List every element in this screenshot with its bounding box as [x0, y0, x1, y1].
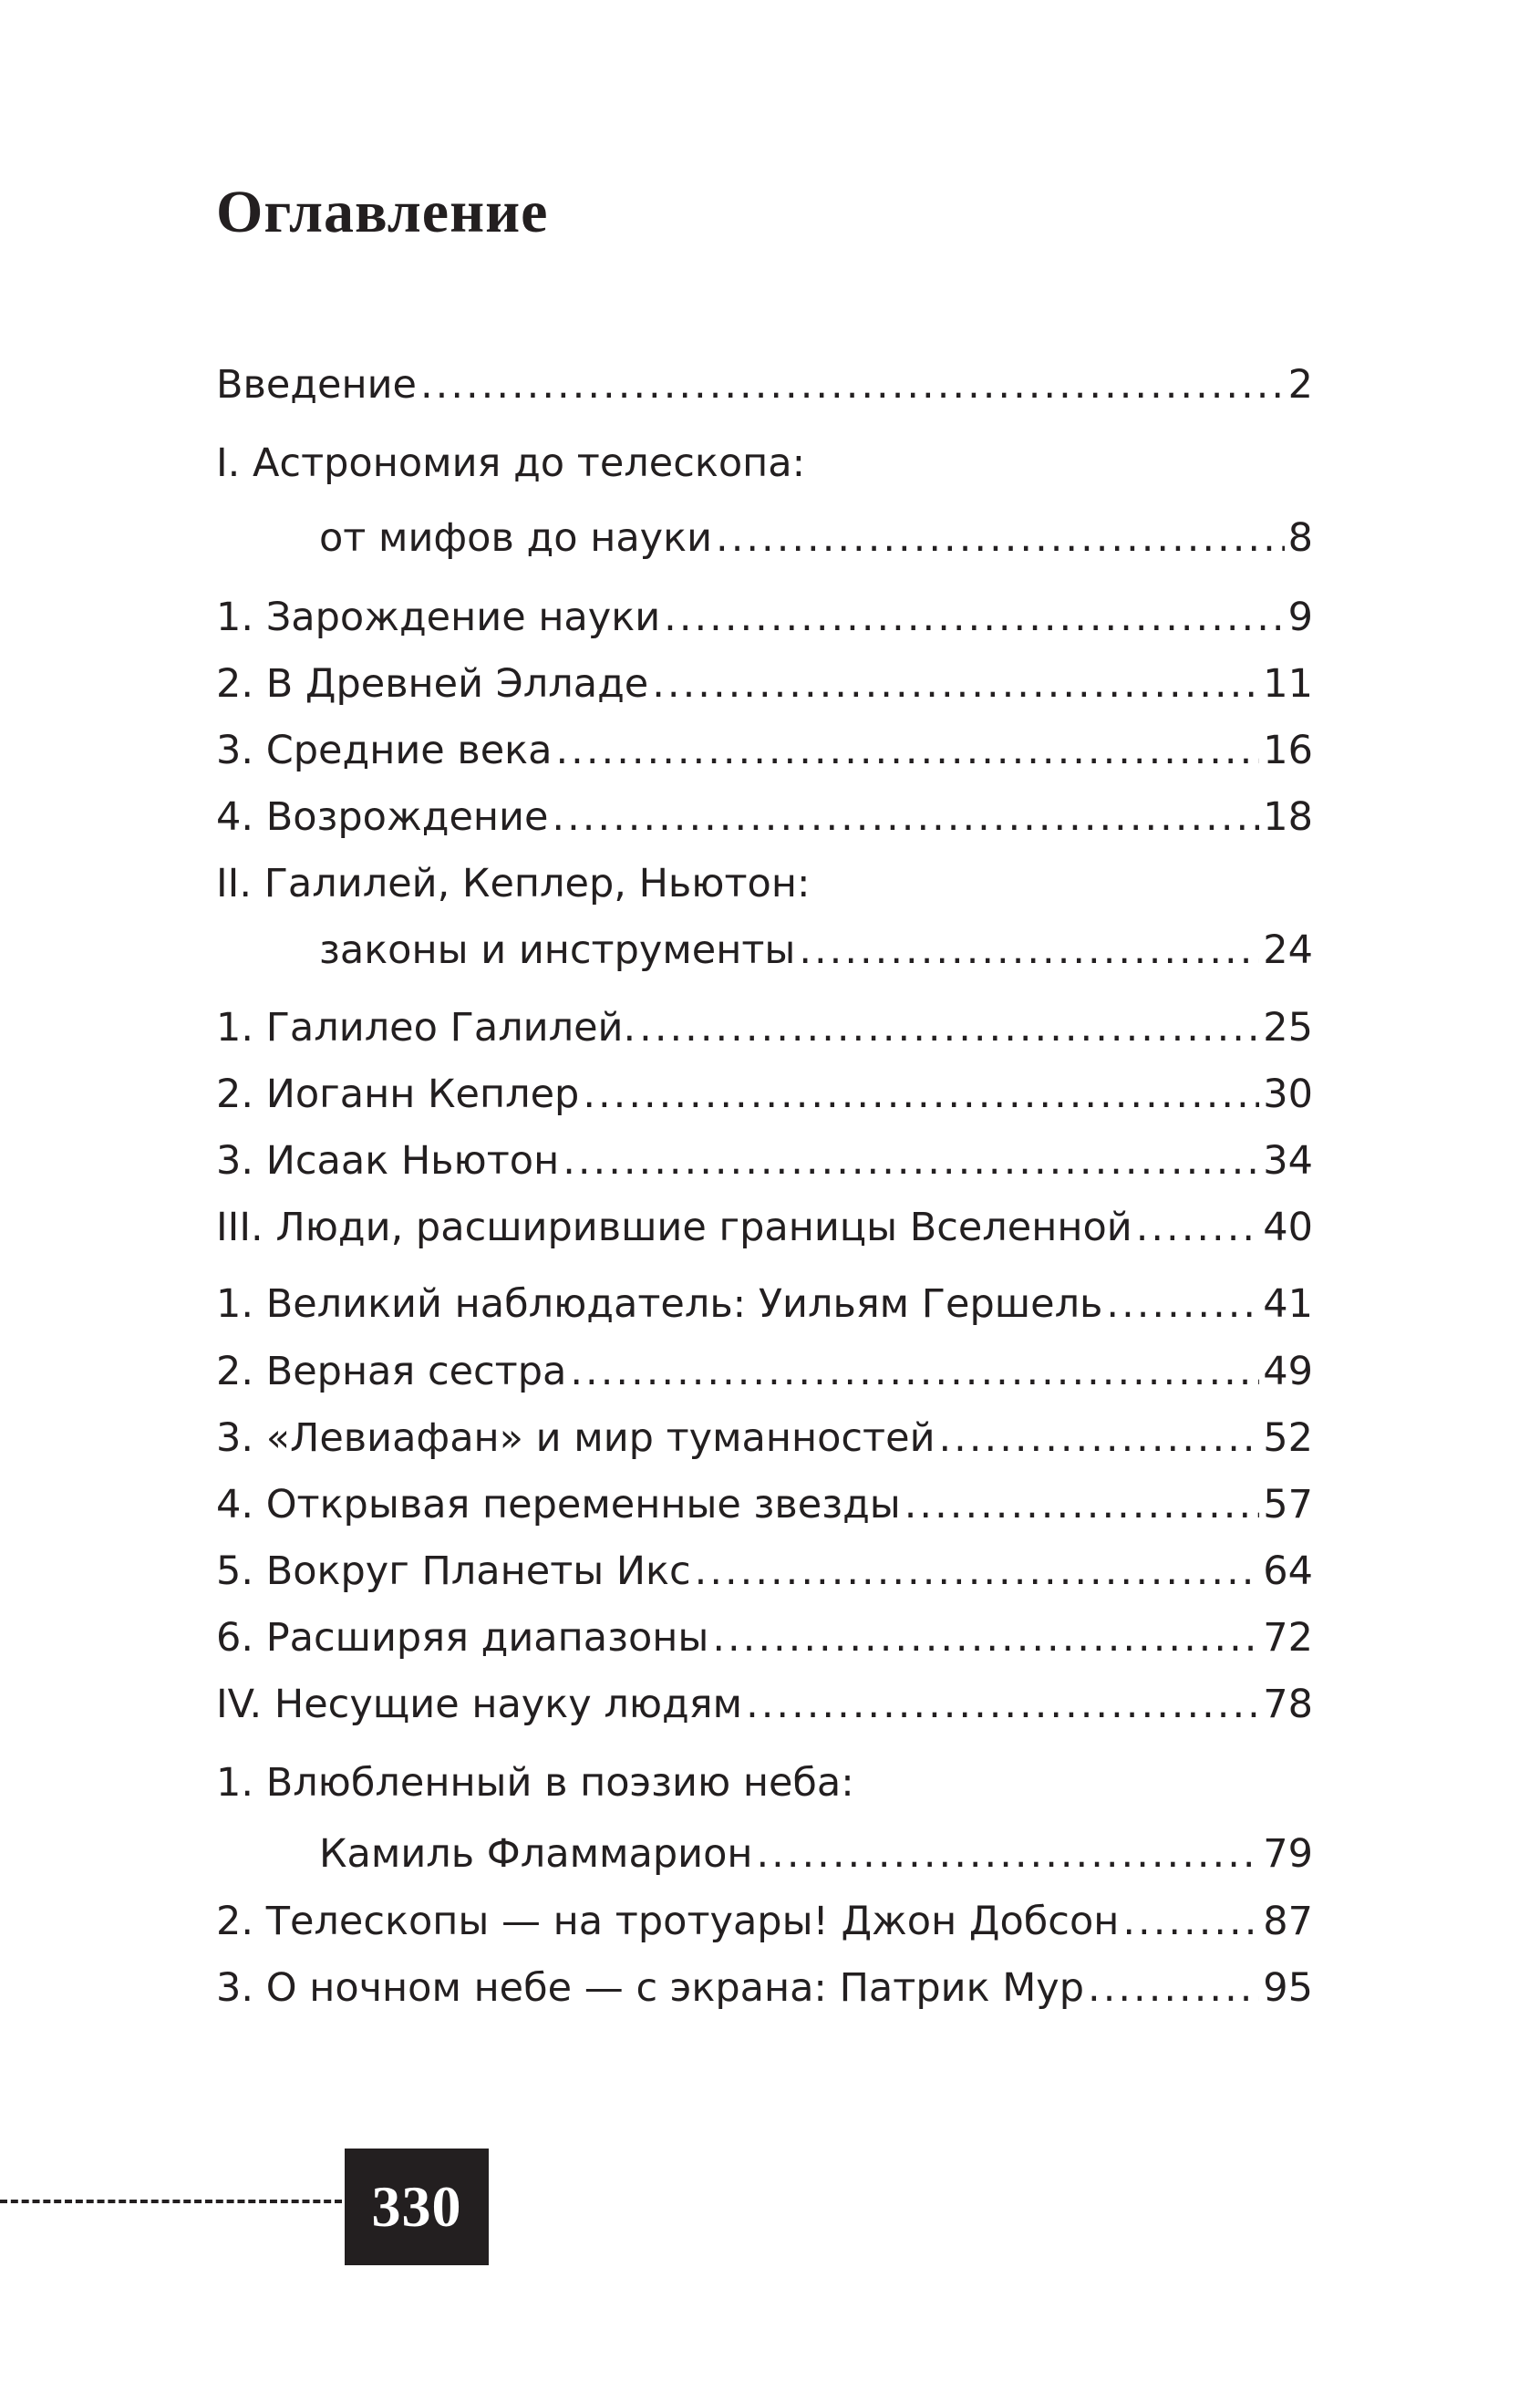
toc-entry-label: Камиль Фламмарион [319, 1831, 753, 1877]
toc-entry-page: 30 [1263, 1072, 1313, 1117]
toc-entry-4-3[interactable] [216, 1961, 1313, 2015]
toc-leader-dots [1106, 1277, 1259, 1331]
toc-entry-label: IV. Несущие науку людям [216, 1682, 743, 1727]
toc-entry-label: 3. Средние века [216, 728, 553, 773]
toc-entry-label: I. Астрономия до телескопа: [216, 440, 806, 486]
toc-entry-label: 1. Великий наблюдатель: Уильям Гершель [216, 1281, 1103, 1327]
toc-entry-page: 87 [1263, 1899, 1313, 1944]
toc-leader-dots [652, 657, 1259, 711]
toc-entry-page: 34 [1263, 1138, 1313, 1184]
toc-entry-label: 2. Иоганн Кеплер [216, 1072, 580, 1117]
toc-entry-page: 72 [1263, 1615, 1313, 1661]
toc-entry-label: 5. Вокруг Планеты Икс [216, 1548, 691, 1594]
toc-entry-page: 40 [1263, 1205, 1313, 1250]
toc-entry-label: от мифов до науки [319, 515, 713, 561]
toc-leader-dots [904, 1477, 1260, 1532]
toc-leader-dots [420, 357, 1285, 412]
toc-entry-page: 18 [1263, 794, 1313, 840]
toc-entry-3-1[interactable] [216, 1277, 1313, 1331]
toc-entry-4-1[interactable] [216, 1827, 1313, 1881]
toc-entry-page: 78 [1263, 1682, 1313, 1727]
toc-leader-dots [1088, 1961, 1259, 2015]
toc-leader-dots [757, 1827, 1260, 1881]
toc-entry-1-3[interactable] [216, 723, 1313, 778]
toc-entry-page: 52 [1263, 1415, 1313, 1461]
toc-leader-dots [716, 511, 1285, 565]
toc-entry-3-2[interactable] [216, 1344, 1313, 1399]
toc-entry-label: 4. Возрождение [216, 794, 549, 840]
toc-entry-label: 3. О ночном небе — с экрана: Патрик Мур [216, 1965, 1085, 2011]
toc-entry-4-2[interactable] [216, 1894, 1313, 1949]
toc-entry-page: 41 [1263, 1281, 1313, 1327]
toc-entry-label: 2. В Древней Элладе [216, 661, 649, 707]
toc-entry-2-3[interactable] [216, 1134, 1313, 1188]
toc-leader-dots [583, 1067, 1259, 1122]
toc-entry-page: 25 [1263, 1005, 1313, 1051]
toc-leader-dots [639, 1000, 1259, 1055]
toc-entry-label: Введение [216, 362, 417, 408]
toc-entry-label: 1. Влюбленный в поэзию неба: [216, 1760, 854, 1806]
toc-entry-label: 2. Верная сестра [216, 1349, 567, 1394]
toc-entry-1-4[interactable] [216, 790, 1313, 844]
toc-leader-dots [939, 1411, 1260, 1465]
toc-entry-label: 2. Телескопы — на тротуары! Джон Добсон [216, 1899, 1120, 1944]
toc-entry-page: 11 [1263, 661, 1313, 707]
toc-entry-page: 95 [1263, 1965, 1313, 2011]
toc-entry-page: 24 [1263, 927, 1313, 973]
toc-entry-label: II. Галилей, Кеплер, Ньютон: [216, 861, 811, 906]
toc-entry-3-5[interactable] [216, 1544, 1313, 1599]
toc-entry-page: 9 [1287, 595, 1313, 640]
toc-leader-dots [1136, 1200, 1260, 1255]
toc-entry-label: 3. «Левиафан» и мир туманностей [216, 1415, 935, 1461]
toc-entry-3-4[interactable] [216, 1477, 1313, 1532]
page-title: Оглавление [216, 179, 549, 245]
toc-part-3[interactable] [216, 1200, 1313, 1255]
toc-leader-dots [563, 1134, 1259, 1188]
toc-entry-page: 49 [1263, 1349, 1313, 1394]
toc-leader-dots [552, 790, 1259, 844]
toc-entry-page: 64 [1263, 1548, 1313, 1594]
toc-entry-page: 8 [1287, 515, 1313, 561]
page-number: 330 [345, 2149, 489, 2265]
toc-leader-dots [1122, 1894, 1259, 1949]
toc-entry-1-2[interactable] [216, 657, 1313, 711]
toc-entry-2-2[interactable] [216, 1067, 1313, 1122]
toc-leader-dots [664, 590, 1284, 645]
footer-dashed-line [0, 2200, 342, 2203]
toc-entry-2-1[interactable] [216, 1000, 1313, 1055]
toc-part-1-heading [216, 436, 1313, 491]
toc-entry-page: 79 [1263, 1831, 1313, 1877]
toc-leader-dots [799, 923, 1259, 978]
toc-entry-label: 1. Зарождение науки [216, 595, 661, 640]
toc-entry-3-3[interactable] [216, 1411, 1313, 1465]
toc-leader-dots [712, 1610, 1259, 1665]
toc-entry-4-1-heading [216, 1755, 1313, 1810]
toc-leader-dots [556, 723, 1260, 778]
toc-entry-label: 1. Галилео Галилей. [216, 1005, 636, 1051]
toc-part-4[interactable] [216, 1677, 1313, 1732]
toc-leader-dots [746, 1677, 1259, 1732]
toc-entry-label: 6. Расширяя диапазоны [216, 1615, 709, 1661]
toc-entry-page: 2 [1287, 362, 1313, 408]
toc-entry-1-1[interactable] [216, 590, 1313, 645]
toc-entry-label: 3. Исаак Ньютон [216, 1138, 560, 1184]
toc-entry-introduction[interactable] [216, 357, 1313, 412]
toc-leader-dots [695, 1544, 1260, 1599]
toc-part-1[interactable] [216, 511, 1313, 565]
toc-entry-label: 4. Открывая переменные звезды [216, 1482, 901, 1527]
toc-part-2[interactable] [216, 923, 1313, 978]
toc-leader-dots [570, 1344, 1259, 1399]
toc-entry-page: 57 [1263, 1482, 1313, 1527]
toc-entry-label: III. Люди, расширившие границы Вселенной [216, 1205, 1132, 1250]
toc-part-2-heading [216, 856, 1313, 911]
toc-entry-page: 16 [1263, 728, 1313, 773]
toc-entry-label: законы и инструменты [319, 927, 796, 973]
toc-entry-3-6[interactable] [216, 1610, 1313, 1665]
